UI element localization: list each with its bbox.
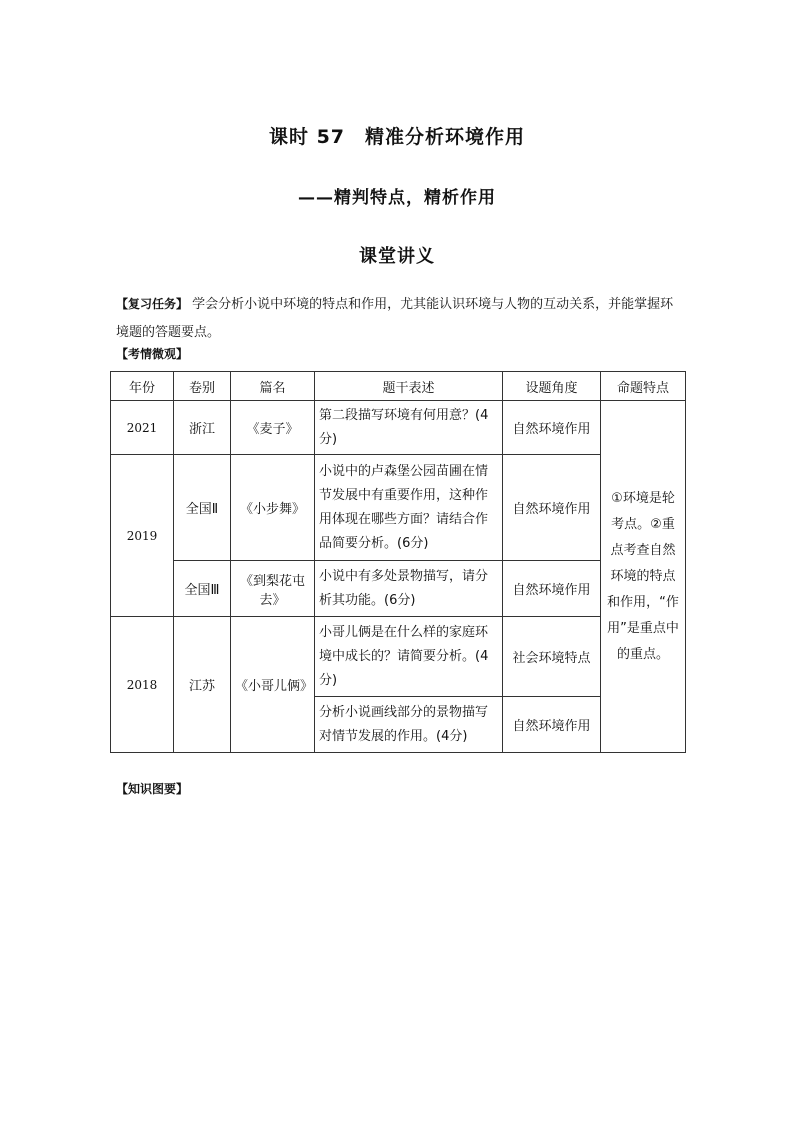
angle-cell: 自然环境作用 (503, 455, 601, 561)
header-question: 题干表述 (315, 372, 503, 401)
review-task-text: 学会分析小说中环境的特点和作用，尤其能认识环境与人物的互动关系，并能掌握环境题的答题要点。 (116, 297, 674, 340)
year-cell: 2018 (111, 617, 174, 753)
table-row (111, 617, 686, 697)
question-cell: 小说中有多处景物描写，请分析其功能。(6分) (315, 561, 503, 617)
year-cell: 2019 (111, 455, 174, 617)
header-angle: 设题角度 (503, 372, 601, 401)
question-cell: 第二段描写环境有何用意？(4分) (315, 401, 503, 455)
paper-cell: 江苏 (174, 617, 231, 753)
review-task (116, 290, 686, 347)
exam-overview-label: 【考情微观】 (116, 347, 189, 361)
feature-cell: ①环境是轮考点。②重点考查自然环境的特点和作用，“作用”是重点中的重点。 (601, 401, 686, 753)
header-paper: 卷别 (174, 372, 231, 401)
angle-cell: 自然环境作用 (503, 561, 601, 617)
knowledge-map-label: 【知识图要】 (116, 782, 189, 796)
table-row (111, 401, 686, 455)
work-cell: 《到梨花屯去》 (231, 561, 315, 617)
table-header-row (111, 372, 686, 401)
paper-cell: 全国Ⅲ (174, 561, 231, 617)
question-cell: 分析小说画线部分的景物描写对情节发展的作用。(4分) (315, 697, 503, 753)
work-cell: 《小步舞》 (231, 455, 315, 561)
table-row (111, 561, 686, 617)
paper-cell: 全国Ⅱ (174, 455, 231, 561)
header-feature: 命题特点 (601, 372, 686, 401)
year-cell: 2021 (111, 401, 174, 455)
lesson-title: 课时 57 精准分析环境作用 (268, 126, 526, 148)
angle-cell: 社会环境特点 (503, 617, 601, 697)
table-row (111, 455, 686, 561)
header-year: 年份 (111, 372, 174, 401)
work-cell: 《麦子》 (231, 401, 315, 455)
lesson-subtitle: ——精判特点，精析作用 (298, 188, 496, 208)
question-cell: 小说中的卢森堡公园苗圃在情节发展中有重要作用，这种作用体现在哪些方面？请结合作品简要分析。(6分) (315, 455, 503, 561)
exam-table (110, 371, 686, 753)
work-cell: 《小哥儿俩》 (231, 617, 315, 753)
review-task-tag: 【复习任务】 (116, 297, 189, 311)
question-cell: 小哥儿俩是在什么样的家庭环境中成长的？请简要分析。(4分) (315, 617, 503, 697)
paper-cell: 浙江 (174, 401, 231, 455)
angle-cell: 自然环境作用 (503, 697, 601, 753)
section-heading: 课堂讲义 (359, 246, 435, 267)
header-work: 篇名 (231, 372, 315, 401)
angle-cell: 自然环境作用 (503, 401, 601, 455)
